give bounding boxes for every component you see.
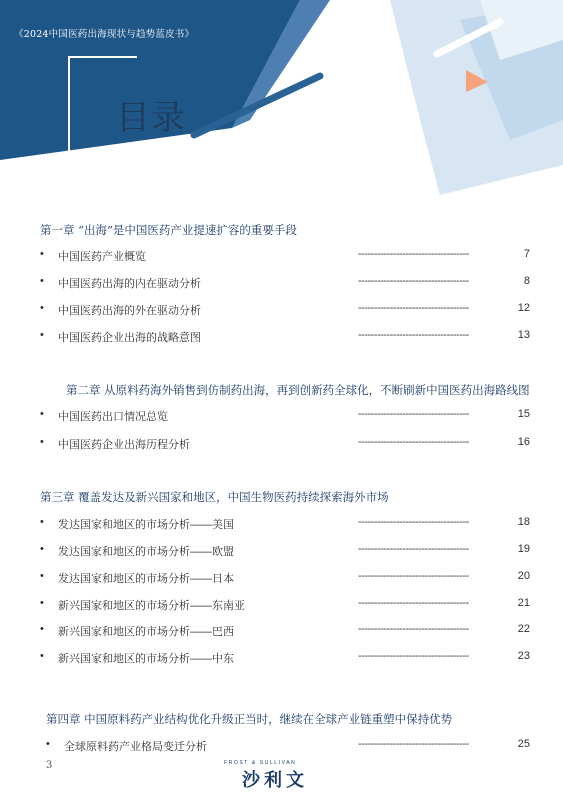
toc-item-label: 中国医药企业出海历程分析 <box>58 439 190 451</box>
toc-item-label: 新兴国家和地区的市场分析——巴西 <box>58 626 234 638</box>
toc-item-page: 23 <box>517 650 530 662</box>
bullet-icon: • <box>40 302 44 314</box>
bullet-icon: • <box>40 248 44 260</box>
leader-dots: ----------------------------------- <box>358 597 469 609</box>
toc-item[interactable] <box>40 623 530 639</box>
toc-item[interactable] <box>40 597 530 613</box>
leader-dots: ----------------------------------- <box>358 436 469 448</box>
leader-dots: ----------------------------------- <box>358 275 469 287</box>
toc-item-label: 发达国家和地区的市场分析——美国 <box>58 519 234 531</box>
toc-item-label: 中国医药出口情况总览 <box>58 411 168 423</box>
toc-item-label: 中国医药出海的外在驱动分析 <box>58 305 201 317</box>
page-number: 3 <box>46 760 53 771</box>
toc-title: 目录 <box>116 98 186 138</box>
bullet-icon: • <box>46 738 50 750</box>
toc-item-page: 8 <box>523 275 530 287</box>
toc-item-page: 20 <box>517 570 530 582</box>
toc-item-label: 发达国家和地区的市场分析——日本 <box>58 573 234 585</box>
bullet-icon: • <box>40 516 44 528</box>
leader-dots: ----------------------------------- <box>358 516 469 528</box>
bullet-icon: • <box>40 329 44 341</box>
bullet-icon: • <box>40 623 44 635</box>
toc-item[interactable] <box>46 738 530 754</box>
toc-item-page: 21 <box>517 597 530 609</box>
toc-item-label: 中国医药出海的内在驱动分析 <box>58 278 201 290</box>
toc-item-label: 中国医药企业出海的战略意图 <box>58 332 201 344</box>
toc-item[interactable] <box>40 302 530 318</box>
bullet-icon: • <box>40 650 44 662</box>
toc-item-label: 新兴国家和地区的市场分析——东南亚 <box>58 600 245 612</box>
toc-item[interactable] <box>40 436 530 452</box>
toc-item[interactable] <box>40 543 530 559</box>
leader-dots: ----------------------------------- <box>358 408 469 420</box>
bullet-icon: • <box>40 570 44 582</box>
toc-item-page: 18 <box>517 516 530 528</box>
toc-item-page: 16 <box>517 436 530 448</box>
leader-dots: ----------------------------------- <box>358 738 469 750</box>
toc-item[interactable] <box>40 248 530 264</box>
toc-item-page: 15 <box>517 408 530 420</box>
bullet-icon: • <box>40 597 44 609</box>
toc-item-label: 中国医药产业概览 <box>58 251 146 263</box>
leader-dots: ----------------------------------- <box>358 543 469 555</box>
leader-dots: ----------------------------------- <box>358 329 469 341</box>
toc-item-label: 发达国家和地区的市场分析——欧盟 <box>58 546 234 558</box>
toc-item-page: 22 <box>517 623 530 635</box>
toc-item-page: 12 <box>517 302 530 314</box>
toc-item[interactable] <box>40 408 530 424</box>
chapter-title[interactable]: 第二章 从原料药海外销售到仿制药出海，再到创新药全球化，不断刷新中国医药出海路线图 <box>66 383 530 397</box>
toc-item[interactable] <box>40 570 530 586</box>
toc-item-page: 25 <box>517 738 530 750</box>
toc-item-label: 新兴国家和地区的市场分析——中东 <box>58 653 234 665</box>
leader-dots: ----------------------------------- <box>358 623 469 635</box>
bullet-icon: • <box>40 436 44 448</box>
chapter-title[interactable]: 第三章 覆盖发达及新兴国家和地区，中国生物医药持续探索海外市场 <box>40 490 389 504</box>
leader-dots: ----------------------------------- <box>358 570 469 582</box>
logo: 沙利文 <box>242 770 308 791</box>
toc-item-page: 7 <box>523 248 530 260</box>
toc-item-page: 19 <box>517 543 530 555</box>
leader-dots: ----------------------------------- <box>358 650 469 662</box>
bullet-icon: • <box>40 543 44 555</box>
leader-dots: ----------------------------------- <box>358 302 469 314</box>
bullet-icon: • <box>40 275 44 287</box>
leader-dots: ----------------------------------- <box>358 248 469 260</box>
toc-item[interactable] <box>40 329 530 345</box>
chapter-title[interactable]: 第一章 “出海”是中国医药产业提速扩容的重要手段 <box>40 223 297 237</box>
chapter-title[interactable]: 第四章 中国原料药产业结构优化升级正当时，继续在全球产业链重塑中保持优势 <box>46 712 453 726</box>
toc-item[interactable] <box>40 516 530 532</box>
logo-subtitle: FROST & SULLIVAN <box>224 760 297 766</box>
bullet-icon: • <box>40 408 44 420</box>
toc-item-page: 13 <box>517 329 530 341</box>
report-title: 《2024中国医药出海现状与趋势蓝皮书》 <box>14 29 195 40</box>
toc-item[interactable] <box>40 650 530 666</box>
toc-item-label: 全球原料药产业格局变迁分析 <box>64 741 207 753</box>
toc-frame-bottom <box>68 155 135 157</box>
toc-item[interactable] <box>40 275 530 291</box>
